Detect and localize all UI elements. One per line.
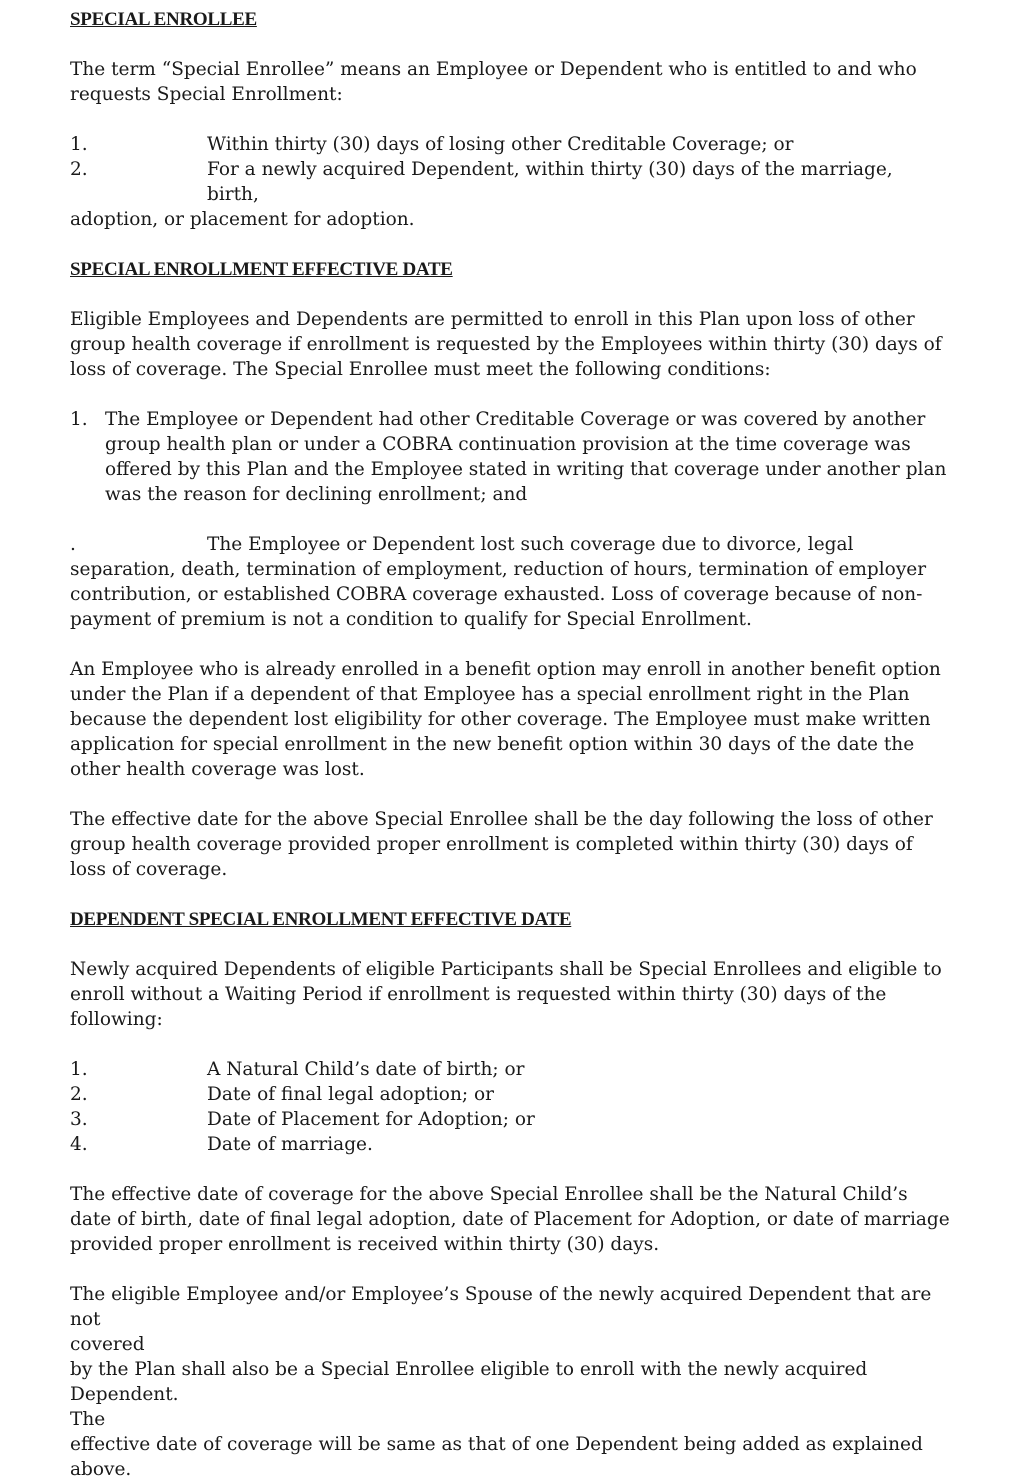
condition-item (70, 532, 950, 632)
list-number: 2. (70, 159, 88, 180)
list-text: Date of marriage. (207, 1134, 373, 1155)
list-text: Date of Placement for Adoption; or (207, 1109, 535, 1130)
heading-dependent-special-enrollment: DEPENDENT SPECIAL ENROLLMENT EFFECTIVE DATE (70, 909, 572, 930)
list-item (70, 1082, 950, 1107)
special-enrollment-intro: Eligible Employees and Dependents are permitted to enroll in this Plan upon loss of other group health coverage if enrollment is requested by the Employees within thirty (30) days of loss of coverage. The Special Enrollee must meet the following conditions: (70, 309, 942, 380)
list-item (70, 1132, 950, 1157)
list-text: Date of final legal adoption; or (207, 1084, 494, 1105)
list-text-continuation: adoption, or placement for adoption. (70, 209, 415, 230)
condition-text: The Employee or Dependent lost such coverage due to divorce, legal separation, (70, 534, 854, 580)
dependent-intro: Newly acquired Dependents of eligible Participants shall be Special Enrollees and eligible to enroll without a Waiting Period if enrollment is requested within thirty (30) days of the following: (70, 959, 942, 1030)
closing-line: The eligible Employee and/or Employee’s Spouse of the newly acquired Dependent that are not (70, 1284, 932, 1330)
list-text: A Natural Child’s date of birth; or (207, 1059, 525, 1080)
closing-line: effective date of coverage will be same as that of one Dependent being added as explained above. (70, 1434, 923, 1480)
list-number: 2. (70, 1084, 88, 1105)
list-number: 3. (70, 1109, 88, 1130)
closing-line: The (70, 1409, 106, 1430)
list-item (70, 132, 950, 157)
list-item (70, 1107, 950, 1132)
effective-date-paragraph: The effective date for the above Special Enrollee shall be the day following the loss of other group health coverage provided proper enrollment is completed within thirty (30) days of loss of coverage. (70, 809, 933, 880)
heading-special-enrollment-effective-date: SPECIAL ENROLLMENT EFFECTIVE DATE (70, 259, 453, 280)
closing-line: covered (70, 1334, 145, 1355)
heading-special-enrollee: SPECIAL ENROLLEE (70, 9, 257, 30)
condition-text-continuation: death, termination of employment, reduction of hours, termination of employer contribution, or established COBRA coverage exhausted. Loss of coverage because of non-payment of premium is not a condition to qualify for Special Enrollment. (70, 559, 927, 630)
condition-item (70, 407, 950, 507)
dependent-effective-paragraph: The effective date of coverage for the above Special Enrollee shall be the Natural Child’s date of birth, date of final legal adoption, date of Placement for Adoption, or date of marriage provided proper enrollment is received within thirty (30) days. (70, 1184, 950, 1255)
list-item (70, 157, 950, 207)
list-number: 1. (70, 134, 88, 155)
document-page (70, 7, 950, 1482)
list-text: For a newly acquired Dependent, within thirty (30) days of the marriage, birth, (207, 159, 893, 205)
list-number: 1. (70, 1059, 88, 1080)
list-number: 4. (70, 1134, 88, 1155)
condition-number: 1. (70, 409, 88, 430)
condition-number: . (70, 534, 76, 555)
list-item (70, 1057, 950, 1082)
condition-text: The Employee or Dependent had other Creditable Coverage or was covered by another group health plan or under a COBRA continuation provision at the time coverage was offered by this Plan and the Employee stated in writing that coverage under another plan was the reason for declining enrollment; and (105, 409, 947, 505)
closing-line: by the Plan shall also be a Special Enrollee eligible to enroll with the newly acquired Dependent. (70, 1359, 868, 1405)
special-enrollee-intro: The term “Special Enrollee” means an Employee or Dependent who is entitled to and who requests Special Enrollment: (70, 59, 917, 105)
list-text: Within thirty (30) days of losing other Creditable Coverage; or (207, 134, 794, 155)
benefit-option-paragraph: An Employee who is already enrolled in a benefit option may enroll in another benefit option under the Plan if a dependent of that Employee has a special enrollment right in the Plan because the dependent lost eligibility for other coverage. The Employee must make written application for special enrollment in the new benefit option within 30 days of the date the other health coverage was lost. (70, 659, 941, 780)
